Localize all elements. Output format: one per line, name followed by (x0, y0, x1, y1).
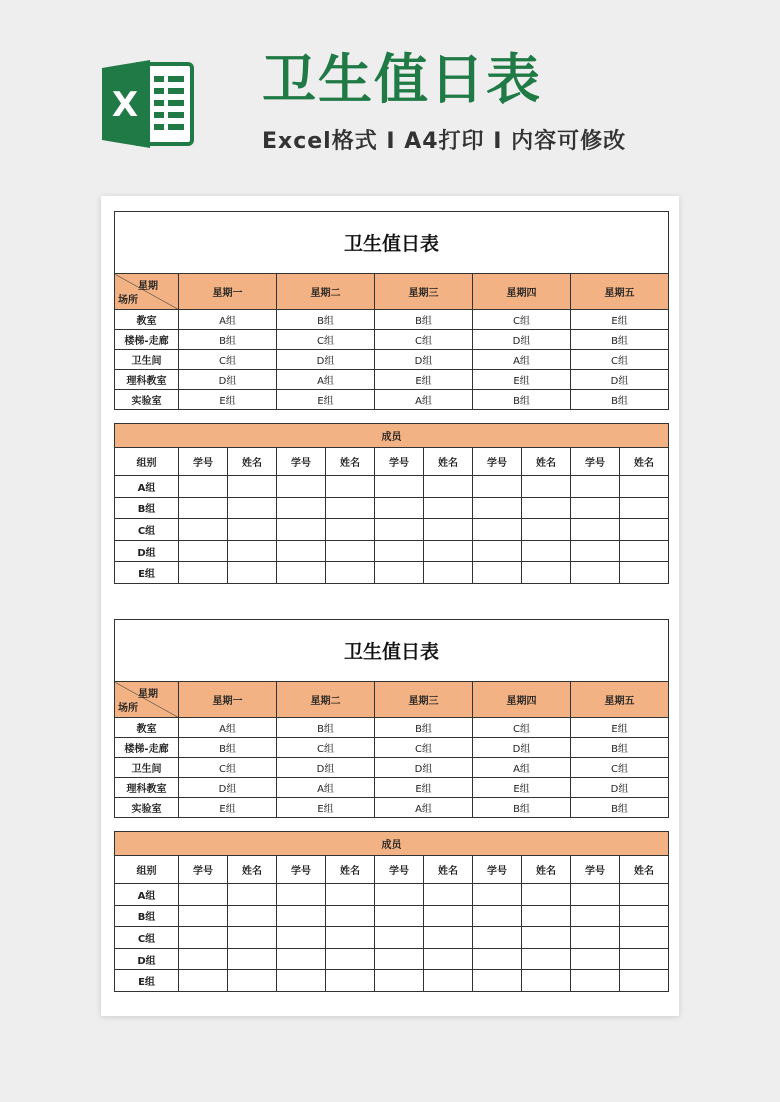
group-cell[interactable]: B组 (277, 718, 375, 738)
group-cell[interactable]: D组 (375, 758, 473, 778)
day-header: 星期四 (473, 274, 571, 310)
group-cell[interactable]: C组 (277, 330, 375, 350)
day-header: 星期五 (571, 274, 669, 310)
table-row (115, 390, 669, 410)
column-header: 学号 (277, 448, 326, 476)
group-cell[interactable]: A组 (179, 310, 277, 330)
group-cell[interactable]: D组 (473, 330, 571, 350)
place-cell: 教室 (115, 310, 179, 330)
group-cell[interactable]: C组 (277, 738, 375, 758)
place-cell: 理科教室 (115, 370, 179, 390)
group-cell[interactable]: A组 (179, 718, 277, 738)
schedule-table-2 (114, 619, 668, 818)
corner-header: 星期 场所 (115, 682, 179, 718)
place-cell: 卫生间 (115, 350, 179, 370)
group-cell[interactable]: B组 (375, 718, 473, 738)
place-cell: 实验室 (115, 798, 179, 818)
table-row (115, 884, 669, 906)
group-cell[interactable]: B组 (473, 798, 571, 818)
column-header: 姓名 (522, 448, 571, 476)
schedule-title: 卫生值日表 (115, 212, 669, 274)
day-header: 星期三 (375, 274, 473, 310)
day-header: 星期五 (571, 682, 669, 718)
table-row (115, 497, 669, 519)
table-row (115, 562, 669, 584)
day-header: 星期一 (179, 682, 277, 718)
group-cell[interactable]: C组 (375, 330, 473, 350)
column-header: 姓名 (228, 448, 277, 476)
group-name: D组 (115, 540, 179, 562)
schedule-table-1 (114, 211, 668, 410)
group-label: 组别 (115, 856, 179, 884)
table-row (115, 310, 669, 330)
group-cell[interactable]: E组 (375, 370, 473, 390)
schedule-title: 卫生值日表 (115, 620, 669, 682)
group-cell[interactable]: A组 (277, 370, 375, 390)
group-cell[interactable]: D组 (375, 350, 473, 370)
page-heading: 卫生值日表 (262, 48, 542, 111)
group-name: C组 (115, 927, 179, 949)
group-name: A组 (115, 476, 179, 498)
group-cell[interactable]: A组 (277, 778, 375, 798)
group-cell[interactable]: B组 (179, 738, 277, 758)
members-table-2 (114, 831, 668, 992)
column-header: 学号 (277, 856, 326, 884)
group-cell[interactable]: E组 (179, 798, 277, 818)
place-cell: 实验室 (115, 390, 179, 410)
table-row (115, 778, 669, 798)
group-cell[interactable]: B组 (473, 390, 571, 410)
group-name: B组 (115, 905, 179, 927)
column-header: 姓名 (228, 856, 277, 884)
group-cell[interactable]: B组 (571, 738, 669, 758)
group-cell[interactable]: D组 (277, 350, 375, 370)
group-cell[interactable]: E组 (473, 370, 571, 390)
group-name: A组 (115, 884, 179, 906)
column-header: 学号 (473, 448, 522, 476)
group-cell[interactable]: E组 (375, 778, 473, 798)
group-cell[interactable]: E组 (571, 718, 669, 738)
group-name: B组 (115, 497, 179, 519)
group-cell[interactable]: E组 (179, 390, 277, 410)
group-cell[interactable]: B组 (375, 310, 473, 330)
column-header: 姓名 (620, 448, 669, 476)
logo-letter: X (111, 85, 139, 125)
table-row (115, 330, 669, 350)
table-row (115, 540, 669, 562)
group-cell[interactable]: C组 (473, 310, 571, 330)
place-cell: 教室 (115, 718, 179, 738)
group-label: 组别 (115, 448, 179, 476)
day-header: 星期三 (375, 682, 473, 718)
group-cell[interactable]: A组 (375, 390, 473, 410)
group-cell[interactable]: D组 (277, 758, 375, 778)
group-cell[interactable]: B组 (571, 390, 669, 410)
group-cell[interactable]: C组 (375, 738, 473, 758)
table-row (115, 970, 669, 992)
group-name: C组 (115, 519, 179, 541)
group-cell[interactable]: E组 (277, 798, 375, 818)
place-cell: 理科教室 (115, 778, 179, 798)
day-header: 星期四 (473, 682, 571, 718)
group-cell[interactable]: B组 (571, 330, 669, 350)
table-row (115, 905, 669, 927)
group-cell[interactable]: B组 (277, 310, 375, 330)
group-cell[interactable]: C组 (571, 350, 669, 370)
group-cell[interactable]: D组 (179, 778, 277, 798)
column-header: 姓名 (522, 856, 571, 884)
group-cell[interactable]: D组 (473, 738, 571, 758)
column-header: 姓名 (424, 448, 473, 476)
column-header: 学号 (571, 448, 620, 476)
group-cell[interactable]: C组 (571, 758, 669, 778)
place-cell: 卫生间 (115, 758, 179, 778)
group-cell[interactable]: C组 (179, 758, 277, 778)
column-header: 姓名 (424, 856, 473, 884)
column-header: 学号 (179, 856, 228, 884)
group-cell[interactable]: A组 (473, 350, 571, 370)
column-header: 学号 (375, 856, 424, 884)
table-row (115, 758, 669, 778)
column-header: 姓名 (620, 856, 669, 884)
day-header: 星期一 (179, 274, 277, 310)
members-table-1 (114, 423, 668, 584)
group-cell[interactable]: E组 (571, 310, 669, 330)
group-cell[interactable]: D组 (571, 370, 669, 390)
group-cell[interactable]: C组 (473, 718, 571, 738)
day-header: 星期二 (277, 682, 375, 718)
group-cell[interactable]: A组 (375, 798, 473, 818)
place-cell: 楼梯-走廊 (115, 738, 179, 758)
day-header: 星期二 (277, 274, 375, 310)
corner-header: 星期 场所 (115, 274, 179, 310)
group-cell[interactable]: B组 (179, 330, 277, 350)
group-cell[interactable]: E组 (277, 390, 375, 410)
table-row (115, 798, 669, 818)
page-subtitle: Excel格式 I A4打印 I 内容可修改 (262, 129, 627, 154)
column-header: 姓名 (326, 856, 375, 884)
column-header: 姓名 (326, 448, 375, 476)
table-row (115, 718, 669, 738)
column-header: 学号 (375, 448, 424, 476)
group-cell[interactable]: B组 (571, 798, 669, 818)
table-row (115, 738, 669, 758)
table-row (115, 370, 669, 390)
group-name: E组 (115, 562, 179, 584)
column-header: 学号 (179, 448, 228, 476)
table-row (115, 948, 669, 970)
group-cell[interactable]: C组 (179, 350, 277, 370)
group-cell[interactable]: D组 (571, 778, 669, 798)
members-header: 成员 (115, 832, 669, 856)
table-row (115, 350, 669, 370)
group-name: D组 (115, 948, 179, 970)
group-cell[interactable]: A组 (473, 758, 571, 778)
place-cell: 楼梯-走廊 (115, 330, 179, 350)
column-header: 学号 (571, 856, 620, 884)
column-header: 学号 (473, 856, 522, 884)
table-row (115, 476, 669, 498)
table-row (115, 927, 669, 949)
group-name: E组 (115, 970, 179, 992)
table-row (115, 519, 669, 541)
group-cell[interactable]: D组 (179, 370, 277, 390)
excel-logo-icon (100, 58, 196, 150)
members-header: 成员 (115, 424, 669, 448)
group-cell[interactable]: E组 (473, 778, 571, 798)
